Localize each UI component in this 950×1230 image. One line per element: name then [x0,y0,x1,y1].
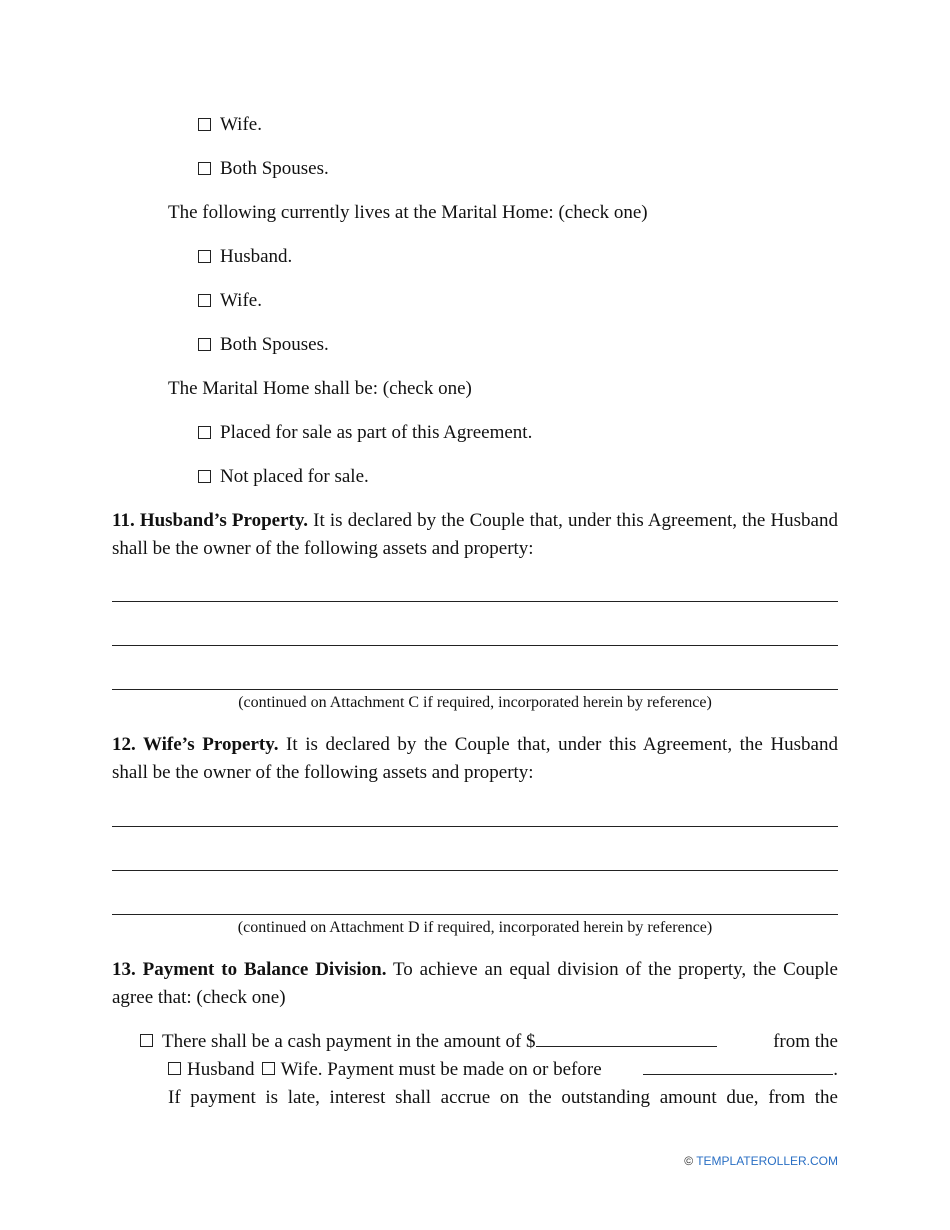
checkbox-option-both-spouses[interactable] [198,155,329,183]
option-label: Both Spouses. [220,334,329,355]
option-label: Husband. [220,246,293,267]
checkbox-icon[interactable] [262,1062,275,1075]
attachment-note: (continued on Attachment D if required, incorporated herein by reference) [237,919,713,936]
checkbox-icon[interactable] [198,470,211,483]
checkbox-icon[interactable] [198,294,211,307]
payment-from-label: from the [773,1031,838,1052]
option-label: Wife. [220,114,262,135]
copyright-symbol: © [684,1154,694,1168]
checkbox-option-husband[interactable] [198,243,292,271]
checkbox-option-wife[interactable] [198,111,262,139]
section-12-paragraph [112,731,838,787]
templateroller-link[interactable]: TEMPLATEROLLER.COM [696,1154,838,1168]
date-blank[interactable] [643,1058,833,1075]
section-13-paragraph [112,956,838,1012]
option-label: Not placed for sale. [220,466,369,487]
section-heading: 11. Husband’s Property. [112,510,309,531]
fill-in-line[interactable] [112,689,838,690]
wife-label: Wife. Payment must be made on or before [280,1059,602,1080]
checkbox-icon[interactable] [140,1034,153,1047]
fill-in-line[interactable] [112,826,838,827]
checkbox-icon[interactable] [198,162,211,175]
fill-in-line[interactable] [112,645,838,646]
checkbox-icon[interactable] [198,118,211,131]
checkbox-icon[interactable] [168,1062,181,1075]
checkbox-option-both-spouses[interactable] [198,331,329,359]
husband-label: Husband [187,1059,255,1080]
footer [684,1154,838,1168]
fill-in-line[interactable] [112,601,838,602]
checkbox-icon[interactable] [198,250,211,263]
checkbox-icon[interactable] [198,338,211,351]
section-text: To achieve an equal division of the property, the Couple agree that: (check one) [112,959,838,1008]
section-text: It is declared by the Couple that, under this Agreement, the Husband shall be the owner of the following assets and property: [112,734,838,783]
section-heading: 13. Payment to Balance Division. [112,959,387,980]
checkbox-option-wife[interactable] [198,287,262,315]
option-label: Both Spouses. [220,158,329,179]
amount-blank[interactable] [536,1030,717,1047]
period: . [833,1059,838,1080]
question-marital-home: The Marital Home shall be: (check one) [168,378,472,399]
payment-party-line [168,1056,838,1084]
section-11-paragraph [112,507,838,563]
late-payment-text: If payment is late, interest shall accrue on the outstanding amount due, from the [168,1087,838,1108]
checkbox-option-placed-for-sale[interactable] [198,419,532,447]
checkbox-icon[interactable] [198,426,211,439]
payment-label: There shall be a cash payment in the amount of $ [162,1031,536,1052]
fill-in-line[interactable] [112,914,838,915]
cash-payment-option[interactable] [140,1028,838,1056]
checkbox-option-not-placed[interactable] [198,463,369,491]
option-label: Placed for sale as part of this Agreement. [220,422,533,443]
section-text: It is declared by the Couple that, under this Agreement, the Husband shall be the owner of the following assets and property: [112,510,838,559]
attachment-note: (continued on Attachment C if required, incorporated herein by reference) [238,694,712,711]
fill-in-line[interactable] [112,870,838,871]
option-label: Wife. [220,290,262,311]
question-lives-at-home: The following currently lives at the Marital Home: (check one) [168,202,648,223]
section-heading: 12. Wife’s Property. [112,734,279,755]
